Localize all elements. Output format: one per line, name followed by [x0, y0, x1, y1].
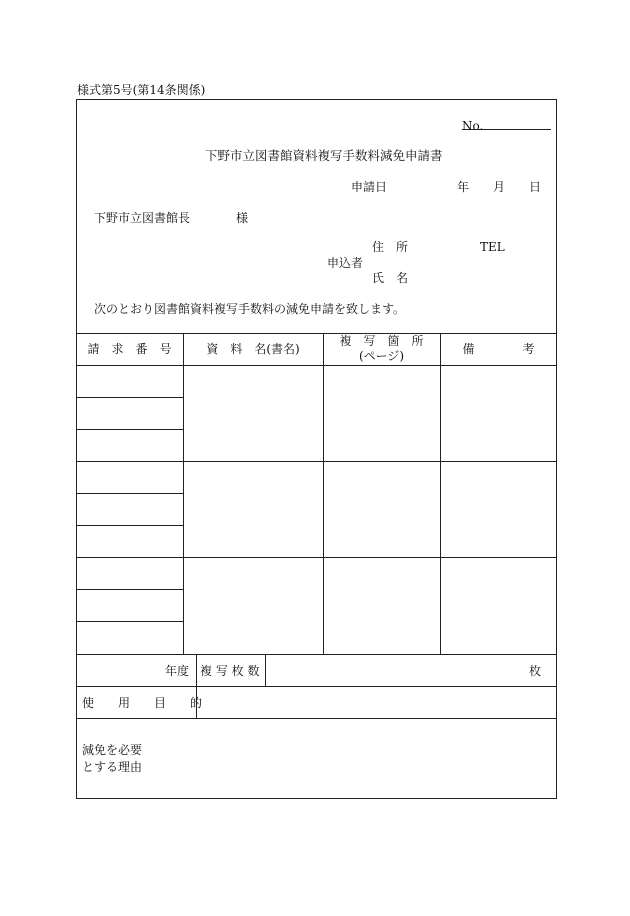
row-divider — [76, 429, 183, 430]
purpose-divider — [76, 718, 557, 719]
reason-label: 減免を必要 — [82, 743, 143, 757]
table-bottom-border — [76, 654, 557, 655]
group-divider — [76, 461, 557, 462]
application-statement: 次のとおり図書館資料複写手数料の減免申請を致します。 — [94, 302, 406, 316]
column-divider — [323, 333, 324, 654]
copy-count-divider — [265, 654, 266, 686]
header-remarks: 備 考 — [462, 342, 535, 356]
date-day-label: 日 — [529, 180, 542, 194]
date-month-label: 月 — [493, 180, 506, 194]
number-label: No. — [462, 119, 484, 133]
name-label: 氏 名 — [372, 271, 409, 285]
form-title: 下野市立図書館資料複写手数料減免申請書 — [205, 148, 443, 163]
application-form — [76, 99, 557, 799]
reason-label-continued: とする理由 — [82, 760, 143, 774]
group-divider — [76, 557, 557, 558]
number-field[interactable] — [462, 129, 551, 130]
form-number-label: 様式第5号(第14条関係) — [77, 83, 206, 97]
application-date-label: 申請日 — [351, 180, 388, 194]
copy-count-label: 複 写 枚 数 — [200, 664, 260, 678]
row-divider — [76, 589, 183, 590]
row-divider — [76, 397, 183, 398]
fiscal-year-label: 年度 — [165, 664, 190, 678]
header-request-number: 請 求 番 号 — [87, 342, 172, 356]
applicant-label: 申込者 — [327, 256, 364, 270]
column-divider — [183, 333, 184, 654]
address-label: 住 所 — [372, 240, 409, 254]
copy-count-unit: 枚 — [529, 664, 542, 678]
tel-label: TEL — [480, 240, 505, 254]
header-material-name: 資 料 名(書名) — [206, 342, 300, 356]
row-divider — [76, 493, 183, 494]
addressee-honorific: 様 — [236, 211, 249, 225]
column-divider — [440, 333, 441, 654]
header-copy-location-pages: (ページ) — [358, 349, 405, 363]
summary-divider — [76, 686, 557, 687]
row-divider — [76, 621, 183, 622]
table-top-border — [76, 333, 557, 334]
date-year-label: 年 — [457, 180, 470, 194]
row-divider — [76, 525, 183, 526]
table-header-border — [76, 365, 557, 366]
header-copy-location: 複 写 箇 所 — [339, 334, 424, 348]
purpose-label: 使 用 目 的 — [82, 696, 203, 710]
addressee-name: 下野市立図書館長 — [94, 211, 191, 225]
